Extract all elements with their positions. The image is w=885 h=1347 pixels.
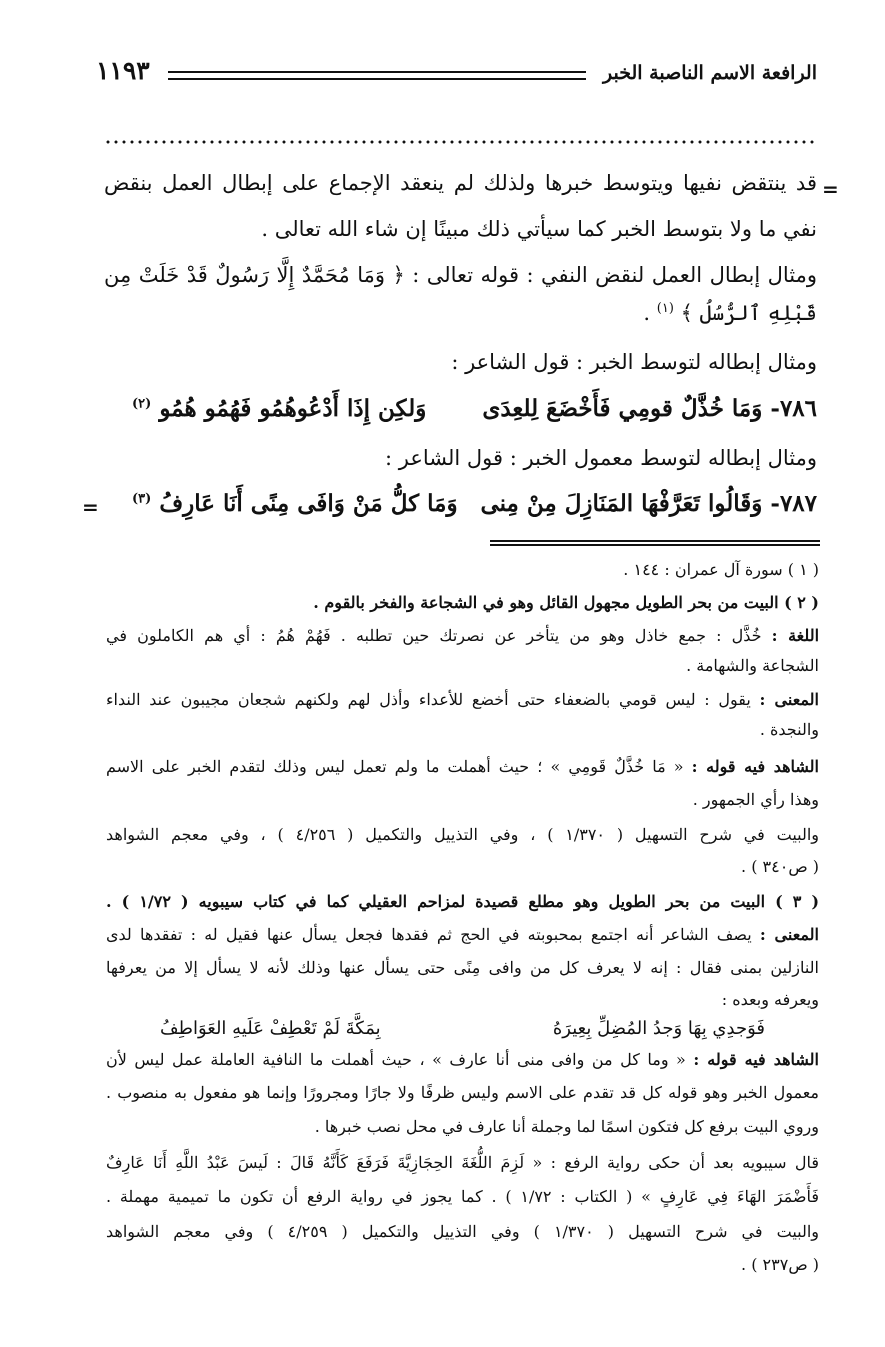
footnote-1: ( ١ ) سورة آل عمران : ١٤٤ .: [623, 560, 819, 579]
footnote-separator: [490, 540, 820, 546]
verse-786-first-text: وَمَا خُذَّلٌ قومِي فَأَخْضَعَ لِلعِدَى: [482, 395, 763, 422]
running-header-title: الرافعة الاسم الناصبة الخبر: [603, 62, 817, 84]
shahid-label: الشاهد فيه قوله :: [691, 757, 820, 776]
shahid-text: « مَا خُذَّلٌ قَومِي » ؛ حيث أهملت ما ولم تعمل ليس وذلك لتقدم الخبر على الاسم: [106, 757, 684, 776]
verse-786-second-text: وَلكِن إِذَا أَدْعُوهُمُو فَهُمُو هُمُو: [159, 395, 427, 422]
body-line-1: قد ينتقض نفيها ويتوسط خبرها ولذلك لم ينعقد الإجماع على إبطال العمل بنقض: [104, 171, 817, 195]
lugha-label: اللغة :: [771, 626, 820, 645]
footnote-2-mana-line-1: [106, 690, 819, 711]
footnote-2-lugha-line-2: الشجاعة والشهامة .: [686, 656, 819, 675]
header-rule: [168, 71, 586, 80]
footnote-3-refs-line-1: والبيت في شرح التسهيل ( ١/٣٧٠ ) وفي التذييل والتكميل ( ٤/٢٥٩ ) وفي معجم الشواهد: [106, 1222, 820, 1241]
footnote-2-shahid-line-2: وهذا رأي الجمهور .: [692, 790, 819, 809]
footnote-ref-1: (١): [656, 301, 674, 316]
mana-label-3: المعنى :: [759, 925, 819, 944]
body-line-6: ومثال إبطاله لتوسط معمول الخبر : قول الشاعر :: [385, 446, 817, 470]
verse-787-number: ٧٨٧-: [770, 490, 817, 517]
shahid-text-3: « وما كل من وافى منى أنا عارف » ، حيث أهملت ما النافية العاملة عمل ليس لأن: [106, 1050, 686, 1069]
verse-787-first-text: وَقَالُوا تَعَرَّفْهَا المَنَازِلَ مِنْ مِنى: [480, 490, 763, 517]
footnote-3-verse-first: فَوَجدِي بِهَا وَجدُ المُضِلِّ بِعِيرَهُ: [552, 1018, 765, 1039]
footnote-2-refs-line-1: والبيت في شرح التسهيل ( ١/٣٧٠ ) ، وفي التذييل والتكميل ( ٤/٢٥٦ ) ، وفي معجم الشواهد: [106, 825, 820, 844]
footnote-3-rafa-line-1: قال سيبويه بعد أن حكى رواية الرفع : « لَزِمَ اللُّغَةَ الحِجَازِيَّةَ فَرَفَعَ كَأَنَّهُ قَالَ : لَيسَ عَبْدُ اللَّهِ أَنَا عَارِفٌ: [106, 1153, 820, 1172]
lugha-text: خُذَّل : جمع خاذل وهو من يتأخر عن نصرتك حين تطلبه . فَهُمْ هُمُ : أي هم الكاملون في: [106, 626, 762, 645]
footnote-2-refs-line-2: ( ص٣٤٠ ) .: [741, 857, 819, 876]
verse-786-first-hemistich: [482, 395, 817, 422]
dotted-separator: [104, 140, 818, 144]
verse-787-first-hemistich: [480, 490, 817, 517]
footnote-ref-3: (٣): [132, 491, 152, 507]
footnote-3-shahid-line-2: معمول الخبر وهو قوله كل قد تقدم على الاسم وليس ظرفًا ولا جارًا ومجرورًا وإنما هو مفعول به منصوب .: [106, 1083, 819, 1102]
page-number: ١١٩٣: [96, 56, 150, 85]
footnote-3-shahid-line-1: [106, 1050, 819, 1071]
mana-text: يقول : ليس قومي بالضعفاء حتى أخضع للأعداء وأذل لهم ولكنهم شجعان مجيبون عند النداء: [106, 690, 751, 709]
body-line-5: ومثال إبطاله لتوسط الخبر : قول الشاعر :: [451, 350, 817, 374]
shahid-label-3: الشاهد فيه قوله :: [693, 1050, 819, 1069]
body-line-2: نفي ما ولا بتوسط الخبر كما سيأتي ذلك مبينًا إن شاء الله تعالى .: [261, 217, 817, 241]
footnote-3-refs-line-2: ( ص٢٣٧ ) .: [741, 1255, 819, 1274]
footnote-3-mana-line-3: ويعرفه وبعده :: [721, 990, 819, 1009]
footnote-2-mana-line-2: والنجدة .: [759, 720, 819, 739]
verse-786-second-hemistich: [132, 395, 426, 422]
footnote-3-source: ( ٣ ) البيت من بحر الطويل وهو مطلع قصيدة لمزاحم العقيلي كما في كتاب سيبويه ( ١/٧٢ ) .: [106, 892, 820, 911]
footnote-3-mana-line-2: النازلين بمنى فقال : إنه لا يعرف كل من وافى مِنًى حتى يسأل عنها وذلك لأنه لا يسأل إلا من يعرفها: [106, 958, 819, 977]
footnote-2-shahid-line-1: [106, 757, 819, 778]
verse-786-number: ٧٨٦-: [770, 395, 817, 422]
mana-label: المعنى :: [759, 690, 819, 709]
footnote-3-rafa-line-2: فَأَضْمَرَ الهَاءَ فِي عَارِفٍ » ( الكتاب : ١/٧٢ ) . كما يجوز في رواية الرفع أن تكون ما تميمية مهملة .: [106, 1187, 819, 1206]
continuation-mark-end: =: [82, 495, 99, 519]
body-line-3: ومثال إبطال العمل لنقض النفي : قوله تعالى : ﴿ وَمَا مُحَمَّدٌ إِلَّا رَسُولٌ قَدْ خَلَتْ مِن: [104, 263, 817, 287]
verse-787-second-hemistich: [132, 490, 458, 517]
footnote-2-source: ( ٢ ) البيت من بحر الطويل مجهول القائل وهو في الشجاعة والفخر بالقوم .: [313, 593, 819, 612]
mana-text-3: يصف الشاعر أنه اجتمع بمحبوبته في الحج ثم فقدها فجعل يسأل عنها فقيل له : تفقدها لدى: [106, 925, 752, 944]
verse-787-second-text: وَمَا كلُّ مَنْ وَافَى مِنًى أَنَا عَارِفُ: [159, 490, 458, 517]
footnote-3-shahid-line-3: وروي البيت برفع كل فتكون اسمًا لما وجملة أنا عارف في محل نصب خبرها .: [314, 1117, 819, 1136]
footnote-3-verse: [160, 1018, 765, 1039]
footnote-3-mana-line-1: [106, 925, 819, 946]
body-line-4: قَبْلِهِ ٱلرُّسُلُ ﴾ $^{(١)}$ .: [643, 301, 817, 325]
footnote-2-lugha-line-1: [106, 626, 819, 647]
continuation-mark-start: =: [822, 177, 839, 201]
quran-verse-end: قَبْلِهِ ٱلرُّسُلُ ﴾: [680, 301, 817, 325]
footnote-3-verse-second: بِمَكَّةَ لَمْ تَعْطِفْ عَلَيهِ العَوَاطِفُ: [160, 1018, 381, 1039]
footnote-ref-2: (٢): [132, 396, 152, 412]
